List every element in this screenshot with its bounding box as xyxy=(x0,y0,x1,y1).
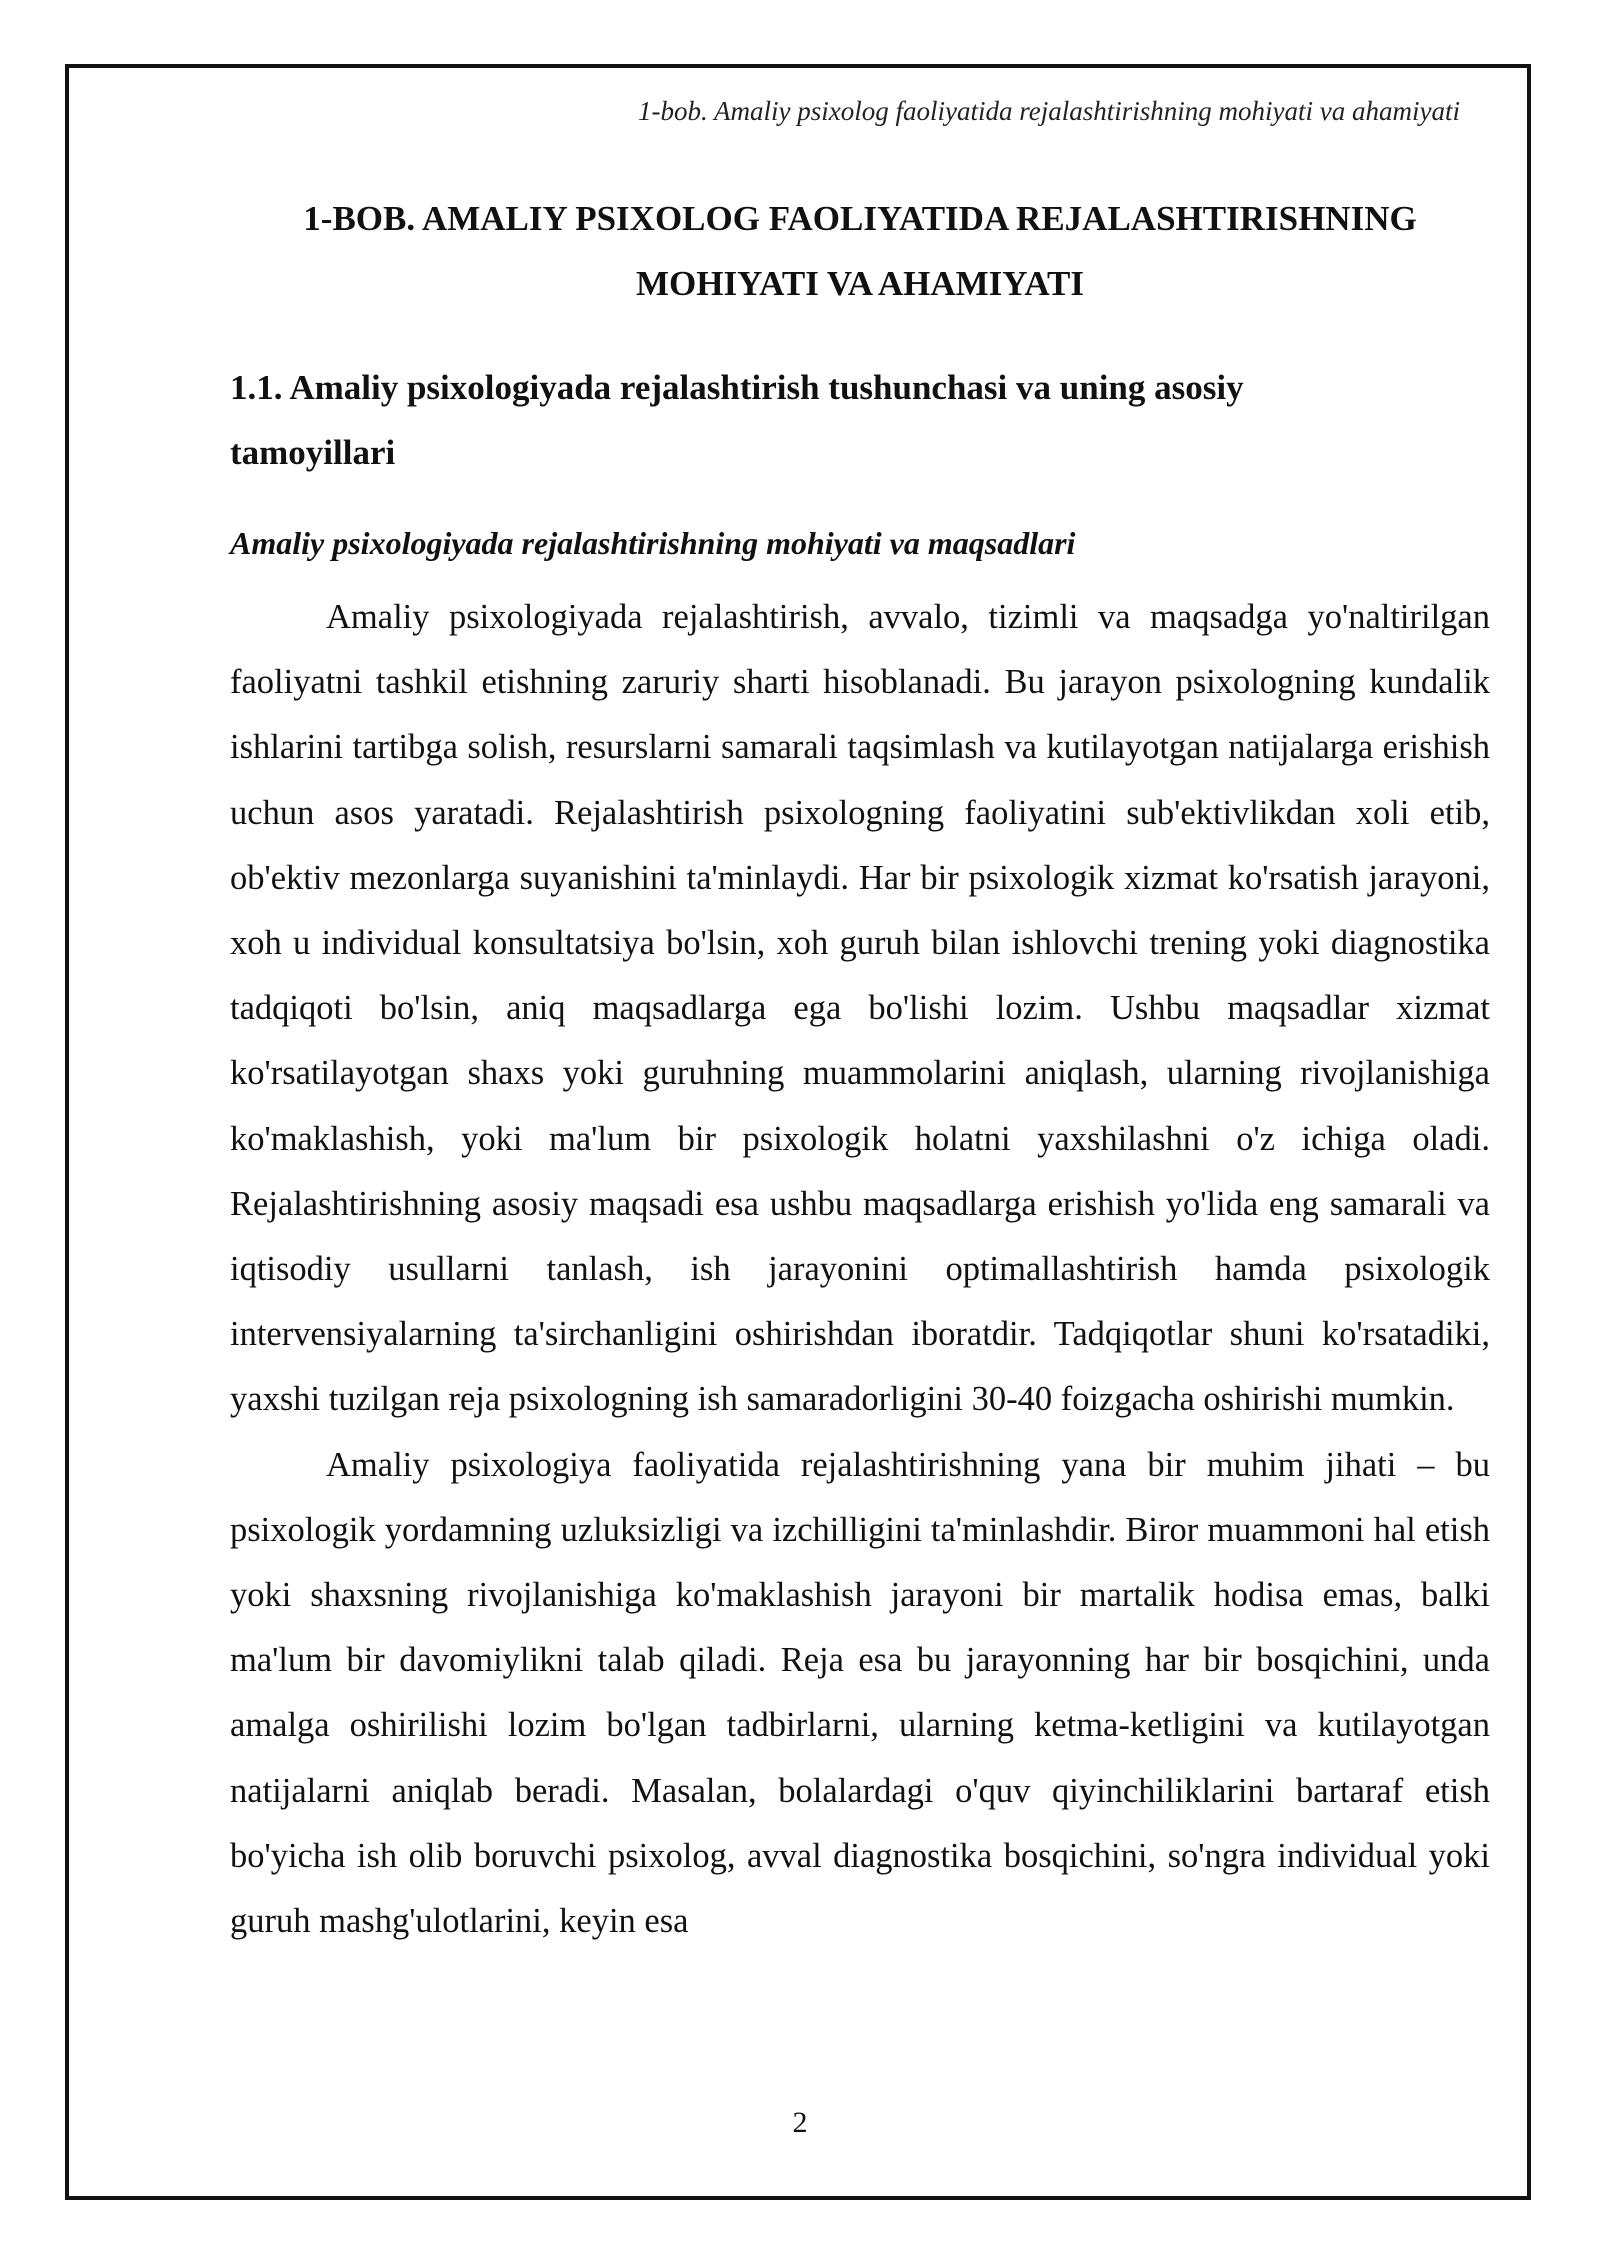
running-header: 1-bob. Amaliy psixolog faoliyatida rejalashtirishning mohiyati va ahamiyati xyxy=(638,96,1460,126)
section-title-line-2: tamoyillari xyxy=(230,433,396,472)
chapter-title-line-1: 1-BOB. AMALIY PSIXOLOG FAOLIYATIDA REJALASHTIRISHNING xyxy=(303,199,1417,238)
paragraph-1: Amaliy psixologiyada rejalashtirish, avvalo, tizimli va maqsadga yo'naltirilgan faoliyatni tashkil etishning zaruriy sharti hisoblanadi. Bu jarayon psixologning kundalik ishlarini tartibga solish, resurslarni samarali taqsimlash va kutilayotgan natijalarga erishish uchun asos yaratadi. Rejalashtirish psixologning faoliyatini sub'ektivlikdan xoli etib, ob'ektiv mezonlarga suyanishini ta'minlaydi. Har bir psixologik xizmat ko'rsatish jarayoni, xoh u individual konsultatsiya bo'lsin, xoh guruh bilan ishlovchi trening yoki diagnostika tadqiqoti bo'lsin, aniq maqsadlarga ega bo'lishi lozim. Ushbu maqsadlar xizmat ko'rsatilayotgan shaxs yoki guruhning muammolarini aniqlash, ularning rivojlanishiga ko'maklashish, yoki ma'lum bir psixologik holatni yaxshilashni o'z ichiga oladi. Rejalashtirishning asosiy maqsadi esa ushbu maqsadlarga erishish yo'lida eng samarali va iqtisodiy usullarni tanlash, ish jarayonini optimallashtirish hamda psixologik intervensiyalarning ta'sirchanligini oshirishdan iboratdir. Tadqiqotlar shuni ko'rsatadiki, yaxshi tuzilgan reja psixologning ish samaradorligini 30-40 foizgacha oshirishi mumkin. xyxy=(230,598,1490,1419)
section-title-line-1: 1.1. Amaliy psixologiyada rejalashtirish tushunchasi va uning asosiy xyxy=(230,368,1244,407)
page-number: 2 xyxy=(792,2106,808,2139)
subsection-title: Amaliy psixologiyada rejalashtirishning mohiyati va maqsadlari xyxy=(230,525,1076,561)
chapter-title xyxy=(230,186,1490,316)
paragraph-2: Amaliy psixologiya faoliyatida rejalashtirishning yana bir muhim jihati – bu psixologik yordamning uzluksizligi va izchilligini ta'minlashdir. Biror muammoni hal etish yoki shaxsning rivojlanishiga ko'maklashish jarayoni bir martalik hodisa emas, balki ma'lum bir davomiylikni talab qiladi. Reja esa bu jarayonning har bir bosqichini, unda amalga oshirilishi lozim bo'lgan tadbirlarni, ularning ketma-ketligini va kutilayotgan natijalarni aniqlab beradi. Masalan, bolalardagi o'quv qiyinchiliklarini bartaraf etish bo'yicha ish olib boruvchi psixolog, avval diagnostika bosqichini, so'ngra individual yoki guruh mashg'ulotlarini, keyin esa xyxy=(230,1445,1490,1941)
section-title xyxy=(230,355,1490,485)
chapter-title-line-2: MOHIYATI VA AHAMIYATI xyxy=(636,264,1084,303)
body-text xyxy=(230,585,1490,1954)
